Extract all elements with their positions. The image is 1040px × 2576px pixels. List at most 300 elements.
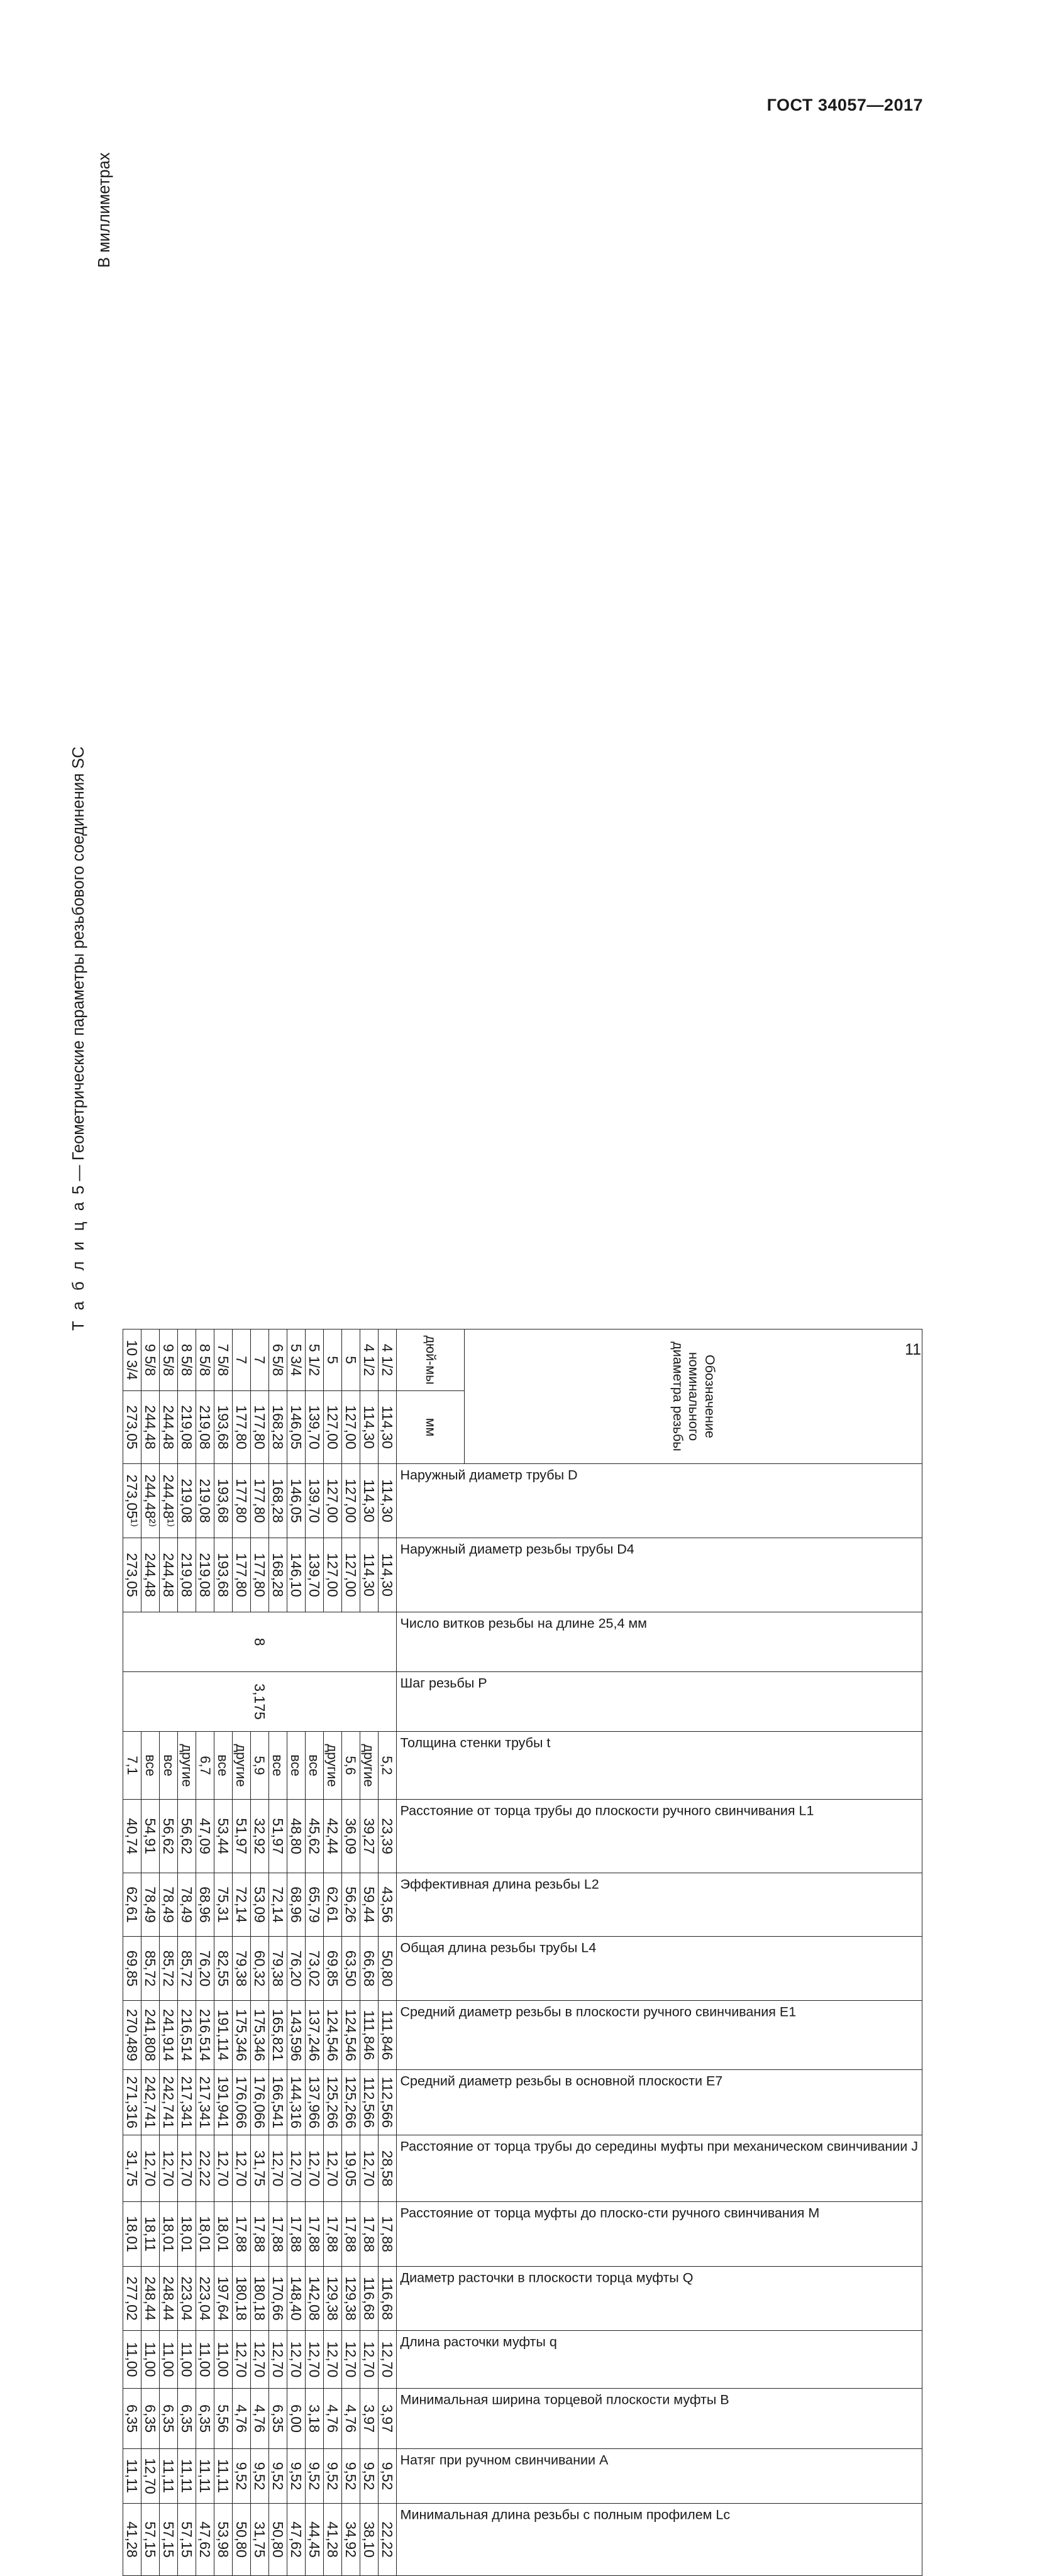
cell-d4: 273,05: [123, 1538, 141, 1612]
cell-t: все: [141, 1732, 159, 1800]
cell-mm: 177,80: [232, 1391, 250, 1464]
col-header: Число витков резьбы на длине 25,4 мм: [396, 1612, 922, 1672]
cell-q: 142,08: [305, 2267, 323, 2331]
cell-mm: 177,80: [250, 1391, 268, 1464]
cell-b: 3,18: [305, 2389, 323, 2449]
cell-l2: 43,56: [378, 1873, 396, 1937]
cell-l1: 51,97: [232, 1800, 250, 1873]
cell-l1: 48,80: [287, 1800, 305, 1873]
col-header: Натяг при ручном свинчивании A: [396, 2449, 922, 2504]
table-row: [287, 1329, 305, 2576]
table-row: [305, 1329, 323, 2576]
col-header: Расстояние от торца трубы до середины муфты при механическом свинчивании J: [396, 2135, 922, 2202]
cell-j: 12,70: [159, 2135, 177, 2202]
cell-inch: 7: [250, 1329, 268, 1391]
cell-q: 11,00: [141, 2331, 159, 2389]
cell-e1: 165,821: [268, 2001, 287, 2070]
cell-a: 9,52: [378, 2449, 396, 2504]
cell-m: 18,01: [159, 2202, 177, 2267]
cell-lc: 57,15: [177, 2504, 196, 2576]
cell-d: 114,30: [360, 1464, 378, 1538]
page-number: 11: [905, 1341, 921, 1358]
cell-e1: 191,114: [214, 2001, 232, 2070]
cell-l4: 73,02: [305, 1937, 323, 2001]
cell-mm: 146,05: [287, 1391, 305, 1464]
cell-l2: 72,14: [232, 1873, 250, 1937]
cell-l2: 78,49: [159, 1873, 177, 1937]
cell-lc: 50,80: [232, 2504, 250, 2576]
cell-e1: 111,846: [378, 2001, 396, 2070]
cell-mm: 193,68: [214, 1391, 232, 1464]
table-body: [123, 1329, 922, 2576]
cell-m: 17,88: [378, 2202, 396, 2267]
cell-l2: 62,61: [323, 1873, 341, 1937]
table-row: [360, 1329, 378, 2576]
cell-b: 6,35: [196, 2389, 214, 2449]
cell-l2: 78,49: [177, 1873, 196, 1937]
cell-q: 197,64: [214, 2267, 232, 2331]
table-row: [123, 1329, 141, 2576]
cell-q: 12,70: [305, 2331, 323, 2389]
cell-d: 114,30: [378, 1464, 396, 1538]
col-header: Толщина стенки трубы t: [396, 1732, 922, 1800]
cell-mm: 273,05: [123, 1391, 141, 1464]
cell-j: 19,05: [341, 2135, 360, 2202]
col-header: Наружный диаметр резьбы трубы D4: [396, 1538, 922, 1612]
cell-b: 6,35: [268, 2389, 287, 2449]
cell-e1: 124,546: [323, 2001, 341, 2070]
cell-d: 146,05: [287, 1464, 305, 1538]
cell-b: 6,35: [177, 2389, 196, 2449]
cell-t: все: [287, 1732, 305, 1800]
col-header: Общая длина резьбы трубы L4: [396, 1937, 922, 2001]
cell-d4: 244,48: [159, 1538, 177, 1612]
cell-l1: 36,09: [341, 1800, 360, 1873]
subheader-inch: дюй-мы: [396, 1329, 464, 1391]
cell-q: 180,18: [250, 2267, 268, 2331]
units-note: В миллиметрах: [96, 152, 113, 268]
cell-q: 170,66: [268, 2267, 287, 2331]
table-row: [378, 1329, 396, 2576]
col-header: Расстояние от торца трубы до плоскости ручного свинчивания L1: [396, 1800, 922, 1873]
cell-t: 5,9: [250, 1732, 268, 1800]
cell-j: 31,75: [123, 2135, 141, 2202]
cell-m: 17,88: [268, 2202, 287, 2267]
cell-d4: 127,00: [323, 1538, 341, 1612]
subheader-mm: мм: [396, 1391, 464, 1464]
cell-j: 28,58: [378, 2135, 396, 2202]
cell-inch: 10 3/4: [123, 1329, 141, 1391]
cell-l2: 59,44: [360, 1873, 378, 1937]
cell-l2: 68,96: [287, 1873, 305, 1937]
table-row: [268, 1329, 287, 2576]
cell-a: 11,11: [214, 2449, 232, 2504]
col-header: Средний диаметр резьбы в плоскости ручного свинчивания E1: [396, 2001, 922, 2070]
cell-d4: 146,10: [287, 1538, 305, 1612]
cell-lc: 50,80: [268, 2504, 287, 2576]
cell-e7: 271,316: [123, 2070, 141, 2135]
cell-e7: 137,966: [305, 2070, 323, 2135]
col-header: Эффективная длина резьбы L2: [396, 1873, 922, 1937]
table-row: [323, 1329, 341, 2576]
cell-j: 12,70: [141, 2135, 159, 2202]
table-row: [250, 1329, 268, 2576]
cell-m: 17,88: [323, 2202, 341, 2267]
cell-a: 9,52: [287, 2449, 305, 2504]
cell-q: 12,70: [360, 2331, 378, 2389]
cell-m: 17,88: [341, 2202, 360, 2267]
cell-d4: 114,30: [360, 1538, 378, 1612]
cell-m: 17,88: [305, 2202, 323, 2267]
cell-e1: 241,914: [159, 2001, 177, 2070]
cell-l1: 56,62: [159, 1800, 177, 1873]
cell-d4: 139,70: [305, 1538, 323, 1612]
cell-e7: 242,741: [159, 2070, 177, 2135]
cell-q: 11,00: [159, 2331, 177, 2389]
cell-b: 6,35: [159, 2389, 177, 2449]
cell-mm: 127,00: [323, 1391, 341, 1464]
cell-a: 11,11: [177, 2449, 196, 2504]
cell-j: 12,70: [305, 2135, 323, 2202]
col-header: Средний диаметр резьбы в основной плоскости E7: [396, 2070, 922, 2135]
cell-q: 11,00: [123, 2331, 141, 2389]
cell-t: другие: [360, 1732, 378, 1800]
cell-e1: 216,514: [196, 2001, 214, 2070]
cell-q: 248,44: [159, 2267, 177, 2331]
cell-m: 17,88: [250, 2202, 268, 2267]
col-header: Наружный диаметр трубы D: [396, 1464, 922, 1538]
threads-per-inch-cell: 8: [123, 1612, 397, 1672]
cell-a: 11,11: [123, 2449, 141, 2504]
cell-b: 4,76: [250, 2389, 268, 2449]
cell-e7: 217,341: [196, 2070, 214, 2135]
cell-a: 11,11: [159, 2449, 177, 2504]
cell-a: 9,52: [341, 2449, 360, 2504]
cell-j: 12,70: [177, 2135, 196, 2202]
cell-l4: 63,50: [341, 1937, 360, 2001]
cell-inch: 8 5/8: [177, 1329, 196, 1391]
cell-l1: 56,62: [177, 1800, 196, 1873]
cell-a: 9,52: [323, 2449, 341, 2504]
cell-inch: 7: [232, 1329, 250, 1391]
cell-e1: 124,546: [341, 2001, 360, 2070]
col-header: Шаг резьбы P: [396, 1672, 922, 1732]
cell-d4: 177,80: [250, 1538, 268, 1612]
cell-e7: 144,316: [287, 2070, 305, 2135]
cell-l1: 23,39: [378, 1800, 396, 1873]
cell-l4: 50,80: [378, 1937, 396, 2001]
cell-t: 7,1: [123, 1732, 141, 1800]
cell-t: другие: [323, 1732, 341, 1800]
cell-l2: 78,49: [141, 1873, 159, 1937]
cell-j: 12,70: [268, 2135, 287, 2202]
cell-lc: 47,62: [287, 2504, 305, 2576]
cell-t: другие: [232, 1732, 250, 1800]
cell-b: 6,00: [287, 2389, 305, 2449]
table-row: [196, 1329, 214, 2576]
cell-b: 6,35: [123, 2389, 141, 2449]
pitch-cell: 3,175: [123, 1672, 397, 1732]
table-caption: [70, 747, 88, 1331]
cell-q: 11,00: [214, 2331, 232, 2389]
cell-t: все: [268, 1732, 287, 1800]
cell-e1: 216,514: [177, 2001, 196, 2070]
designation-header: Обозначение номинального диаметра резьбы: [464, 1329, 922, 1464]
cell-a: 12,70: [141, 2449, 159, 2504]
cell-d4: 177,80: [232, 1538, 250, 1612]
cell-mm: 168,28: [268, 1391, 287, 1464]
cell-q: 12,70: [323, 2331, 341, 2389]
table-row: [159, 1329, 177, 2576]
cell-b: 3,97: [378, 2389, 396, 2449]
cell-l4: 85,72: [141, 1937, 159, 2001]
cell-e7: 166,541: [268, 2070, 287, 2135]
cell-lc: 41,28: [123, 2504, 141, 2576]
cell-j: 22,22: [196, 2135, 214, 2202]
cell-lc: 53,98: [214, 2504, 232, 2576]
cell-inch: 4 1/2: [378, 1329, 396, 1391]
cell-e7: 112,566: [360, 2070, 378, 2135]
cell-q: 12,70: [378, 2331, 396, 2389]
cell-t: другие: [177, 1732, 196, 1800]
col-header: Диаметр расточки в плоскости торца муфты Q: [396, 2267, 922, 2331]
cell-q: 11,00: [177, 2331, 196, 2389]
cell-a: 9,52: [232, 2449, 250, 2504]
cell-d4: 219,08: [196, 1538, 214, 1612]
cell-e7: 125,266: [323, 2070, 341, 2135]
cell-b: 3,97: [360, 2389, 378, 2449]
caption-number: 5: [70, 1185, 87, 1195]
cell-d: 177,80: [232, 1464, 250, 1538]
cell-b: 6,35: [141, 2389, 159, 2449]
cell-d: 127,00: [323, 1464, 341, 1538]
cell-q: 12,70: [287, 2331, 305, 2389]
cell-t: 5,6: [341, 1732, 360, 1800]
cell-e7: 176,066: [232, 2070, 250, 2135]
cell-inch: 5 1/2: [305, 1329, 323, 1391]
col-header: Длина расточки муфты q: [396, 2331, 922, 2389]
cell-m: 18,01: [177, 2202, 196, 2267]
cell-l4: 82,55: [214, 1937, 232, 2001]
cell-q: 129,38: [323, 2267, 341, 2331]
cell-l1: 54,91: [141, 1800, 159, 1873]
cell-t: 6,7: [196, 1732, 214, 1800]
cell-q: 12,70: [232, 2331, 250, 2389]
cell-d: 244,48¹⁾: [159, 1464, 177, 1538]
cell-e1: 137,246: [305, 2001, 323, 2070]
table-row: [232, 1329, 250, 2576]
caption-prefix: Т а б л и ц а: [70, 1199, 87, 1331]
cell-lc: 34,92: [341, 2504, 360, 2576]
cell-inch: 9 5/8: [159, 1329, 177, 1391]
cell-a: 9,52: [250, 2449, 268, 2504]
thread-parameters-table: [123, 1329, 922, 2576]
cell-a: 9,52: [268, 2449, 287, 2504]
cell-lc: 44,45: [305, 2504, 323, 2576]
cell-q: 12,70: [341, 2331, 360, 2389]
cell-m: 18,01: [214, 2202, 232, 2267]
cell-e1: 175,346: [250, 2001, 268, 2070]
cell-q: 277,02: [123, 2267, 141, 2331]
caption-title: — Геометрические параметры резьбового соединения SC: [70, 746, 87, 1181]
cell-e7: 112,566: [378, 2070, 396, 2135]
cell-j: 12,70: [360, 2135, 378, 2202]
cell-e1: 111,846: [360, 2001, 378, 2070]
cell-d4: 244,48: [141, 1538, 159, 1612]
cell-l1: 40,74: [123, 1800, 141, 1873]
cell-l4: 85,72: [159, 1937, 177, 2001]
table-row: [141, 1329, 159, 2576]
cell-m: 17,88: [360, 2202, 378, 2267]
cell-m: 18,01: [196, 2202, 214, 2267]
cell-d: 244,48²⁾: [141, 1464, 159, 1538]
cell-q: 11,00: [196, 2331, 214, 2389]
cell-q: 129,38: [341, 2267, 360, 2331]
cell-t: все: [305, 1732, 323, 1800]
cell-e7: 125,266: [341, 2070, 360, 2135]
cell-l4: 76,20: [287, 1937, 305, 2001]
cell-l4: 85,72: [177, 1937, 196, 2001]
cell-l4: 79,38: [268, 1937, 287, 2001]
cell-d: 177,80: [250, 1464, 268, 1538]
cell-lc: 47,62: [196, 2504, 214, 2576]
cell-d: 193,68: [214, 1464, 232, 1538]
cell-l4: 69,85: [323, 1937, 341, 2001]
cell-mm: 244,48: [141, 1391, 159, 1464]
cell-mm: 219,08: [177, 1391, 196, 1464]
table-row: [341, 1329, 360, 2576]
cell-inch: 6 5/8: [268, 1329, 287, 1391]
cell-q: 223,04: [196, 2267, 214, 2331]
cell-e7: 191,941: [214, 2070, 232, 2135]
cell-l2: 56,26: [341, 1873, 360, 1937]
cell-inch: 4 1/2: [360, 1329, 378, 1391]
cell-lc: 38,10: [360, 2504, 378, 2576]
cell-l1: 45,62: [305, 1800, 323, 1873]
cell-q: 223,04: [177, 2267, 196, 2331]
cell-l2: 72,14: [268, 1873, 287, 1937]
cell-l2: 68,96: [196, 1873, 214, 1937]
cell-m: 17,88: [287, 2202, 305, 2267]
cell-d: 127,00: [341, 1464, 360, 1538]
table-container: [123, 1329, 922, 2558]
cell-e7: 176,066: [250, 2070, 268, 2135]
cell-l2: 75,31: [214, 1873, 232, 1937]
cell-e1: 143,596: [287, 2001, 305, 2070]
cell-lc: 57,15: [141, 2504, 159, 2576]
cell-inch: 7 5/8: [214, 1329, 232, 1391]
cell-b: 4,76: [341, 2389, 360, 2449]
cell-l4: 69,85: [123, 1937, 141, 2001]
cell-q: 248,44: [141, 2267, 159, 2331]
cell-l2: 62,61: [123, 1873, 141, 1937]
cell-inch: 8 5/8: [196, 1329, 214, 1391]
cell-inch: 5: [323, 1329, 341, 1391]
cell-j: 12,70: [214, 2135, 232, 2202]
cell-mm: 114,30: [378, 1391, 396, 1464]
cell-l1: 53,44: [214, 1800, 232, 1873]
cell-l1: 32,92: [250, 1800, 268, 1873]
cell-q: 116,68: [360, 2267, 378, 2331]
cell-e7: 217,341: [177, 2070, 196, 2135]
cell-a: 11,11: [196, 2449, 214, 2504]
cell-e1: 175,346: [232, 2001, 250, 2070]
cell-inch: 5: [341, 1329, 360, 1391]
cell-mm: 219,08: [196, 1391, 214, 1464]
cell-m: 18,11: [141, 2202, 159, 2267]
cell-a: 9,52: [360, 2449, 378, 2504]
cell-d4: 114,30: [378, 1538, 396, 1612]
cell-j: 12,70: [287, 2135, 305, 2202]
table-row: [214, 1329, 232, 2576]
cell-d4: 127,00: [341, 1538, 360, 1612]
cell-b: 4,76: [232, 2389, 250, 2449]
cell-t: 5,2: [378, 1732, 396, 1800]
cell-e7: 242,741: [141, 2070, 159, 2135]
cell-d: 273,05¹⁾: [123, 1464, 141, 1538]
table-row: [177, 1329, 196, 2576]
cell-j: 12,70: [232, 2135, 250, 2202]
cell-d4: 168,28: [268, 1538, 287, 1612]
cell-m: 18,01: [123, 2202, 141, 2267]
cell-q: 116,68: [378, 2267, 396, 2331]
cell-a: 9,52: [305, 2449, 323, 2504]
cell-t: все: [214, 1732, 232, 1800]
col-header: Расстояние от торца муфты до плоско-сти ручного свинчивания M: [396, 2202, 922, 2267]
cell-e1: 270,489: [123, 2001, 141, 2070]
cell-lc: 41,28: [323, 2504, 341, 2576]
cell-l4: 76,20: [196, 1937, 214, 2001]
cell-lc: 31,75: [250, 2504, 268, 2576]
cell-l4: 79,38: [232, 1937, 250, 2001]
cell-mm: 244,48: [159, 1391, 177, 1464]
cell-t: все: [159, 1732, 177, 1800]
cell-l1: 47,09: [196, 1800, 214, 1873]
cell-m: 17,88: [232, 2202, 250, 2267]
cell-b: 5,56: [214, 2389, 232, 2449]
cell-e1: 241,808: [141, 2001, 159, 2070]
cell-d: 219,08: [196, 1464, 214, 1538]
cell-b: 4,76: [323, 2389, 341, 2449]
cell-l2: 53,09: [250, 1873, 268, 1937]
cell-d4: 219,08: [177, 1538, 196, 1612]
cell-q: 12,70: [268, 2331, 287, 2389]
cell-mm: 139,70: [305, 1391, 323, 1464]
cell-q: 148,40: [287, 2267, 305, 2331]
header-row: [464, 1329, 922, 2576]
cell-inch: 5 3/4: [287, 1329, 305, 1391]
cell-d: 139,70: [305, 1464, 323, 1538]
cell-mm: 114,30: [360, 1391, 378, 1464]
cell-j: 12,70: [323, 2135, 341, 2202]
cell-mm: 127,00: [341, 1391, 360, 1464]
cell-j: 31,75: [250, 2135, 268, 2202]
cell-l2: 65,79: [305, 1873, 323, 1937]
cell-d: 168,28: [268, 1464, 287, 1538]
cell-q: 180,18: [232, 2267, 250, 2331]
cell-lc: 57,15: [159, 2504, 177, 2576]
cell-l1: 42,44: [323, 1800, 341, 1873]
cell-l4: 60,32: [250, 1937, 268, 2001]
cell-lc: 22,22: [378, 2504, 396, 2576]
cell-d4: 193,68: [214, 1538, 232, 1612]
cell-l1: 51,97: [268, 1800, 287, 1873]
cell-inch: 9 5/8: [141, 1329, 159, 1391]
cell-d: 219,08: [177, 1464, 196, 1538]
col-header: Минимальная длина резьбы с полным профилем Lc: [396, 2504, 922, 2576]
document-header: ГОСТ 34057—2017: [766, 96, 923, 114]
cell-q: 12,70: [250, 2331, 268, 2389]
